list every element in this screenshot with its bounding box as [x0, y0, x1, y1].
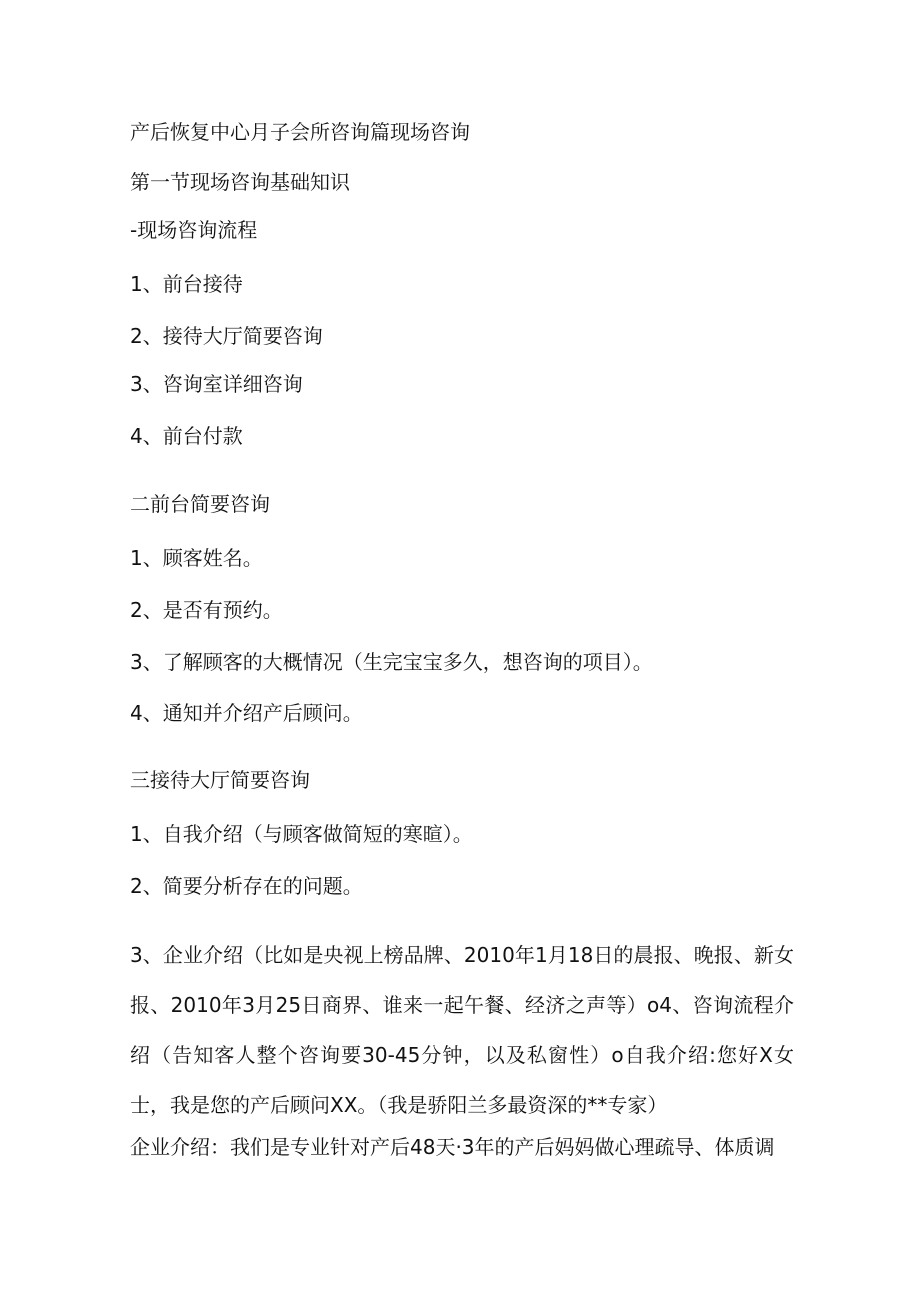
section-heading: -现场咨询流程 [130, 218, 258, 242]
body-paragraph: 3、企业介绍（比如是央视上榜品牌、2010年1月18日的晨报、晚报、新女报、2010年3月25日商界、谁来一起午餐、经济之声等）o4、咨询流程介绍（告知客人整个咨询要30-45分钟，以及私窗性）o自我介绍:您好X女士，我是您的产后顾问XX。（我是骄阳兰多最资深的**专家） [130, 943, 794, 1117]
list-item: 2、是否有预约。 [130, 598, 283, 622]
list-item: 1、前台接待 [130, 272, 243, 296]
list-item: 4、前台付款 [130, 424, 243, 448]
list-item: 1、顾客姓名。 [130, 546, 263, 570]
list-item: 2、接待大厅简要咨询 [130, 324, 323, 348]
section-heading: 三接待大厅简要咨询 [130, 768, 310, 792]
list-item: 3、咨询室详细咨询 [130, 372, 303, 396]
body-text-line: 企业介绍：我们是专业针对产后48天·3年的产后妈妈做心理疏导、体质调 [130, 1135, 775, 1159]
chapter-heading: 第一节现场咨询基础知识 [130, 170, 350, 194]
list-item: 3、了解顾客的大概情况（生完宝宝多久，想咨询的项目）。 [130, 650, 653, 674]
list-item: 4、通知并介绍产后顾问。 [130, 701, 363, 725]
document-title: 产后恢复中心月子会所咨询篇现场咨询 [130, 120, 470, 144]
list-item: 2、简要分析存在的问题。 [130, 874, 363, 898]
list-item: 1、自我介绍（与顾客做简短的寒暄）。 [130, 822, 473, 846]
section-heading: 二前台简要咨询 [130, 492, 270, 516]
